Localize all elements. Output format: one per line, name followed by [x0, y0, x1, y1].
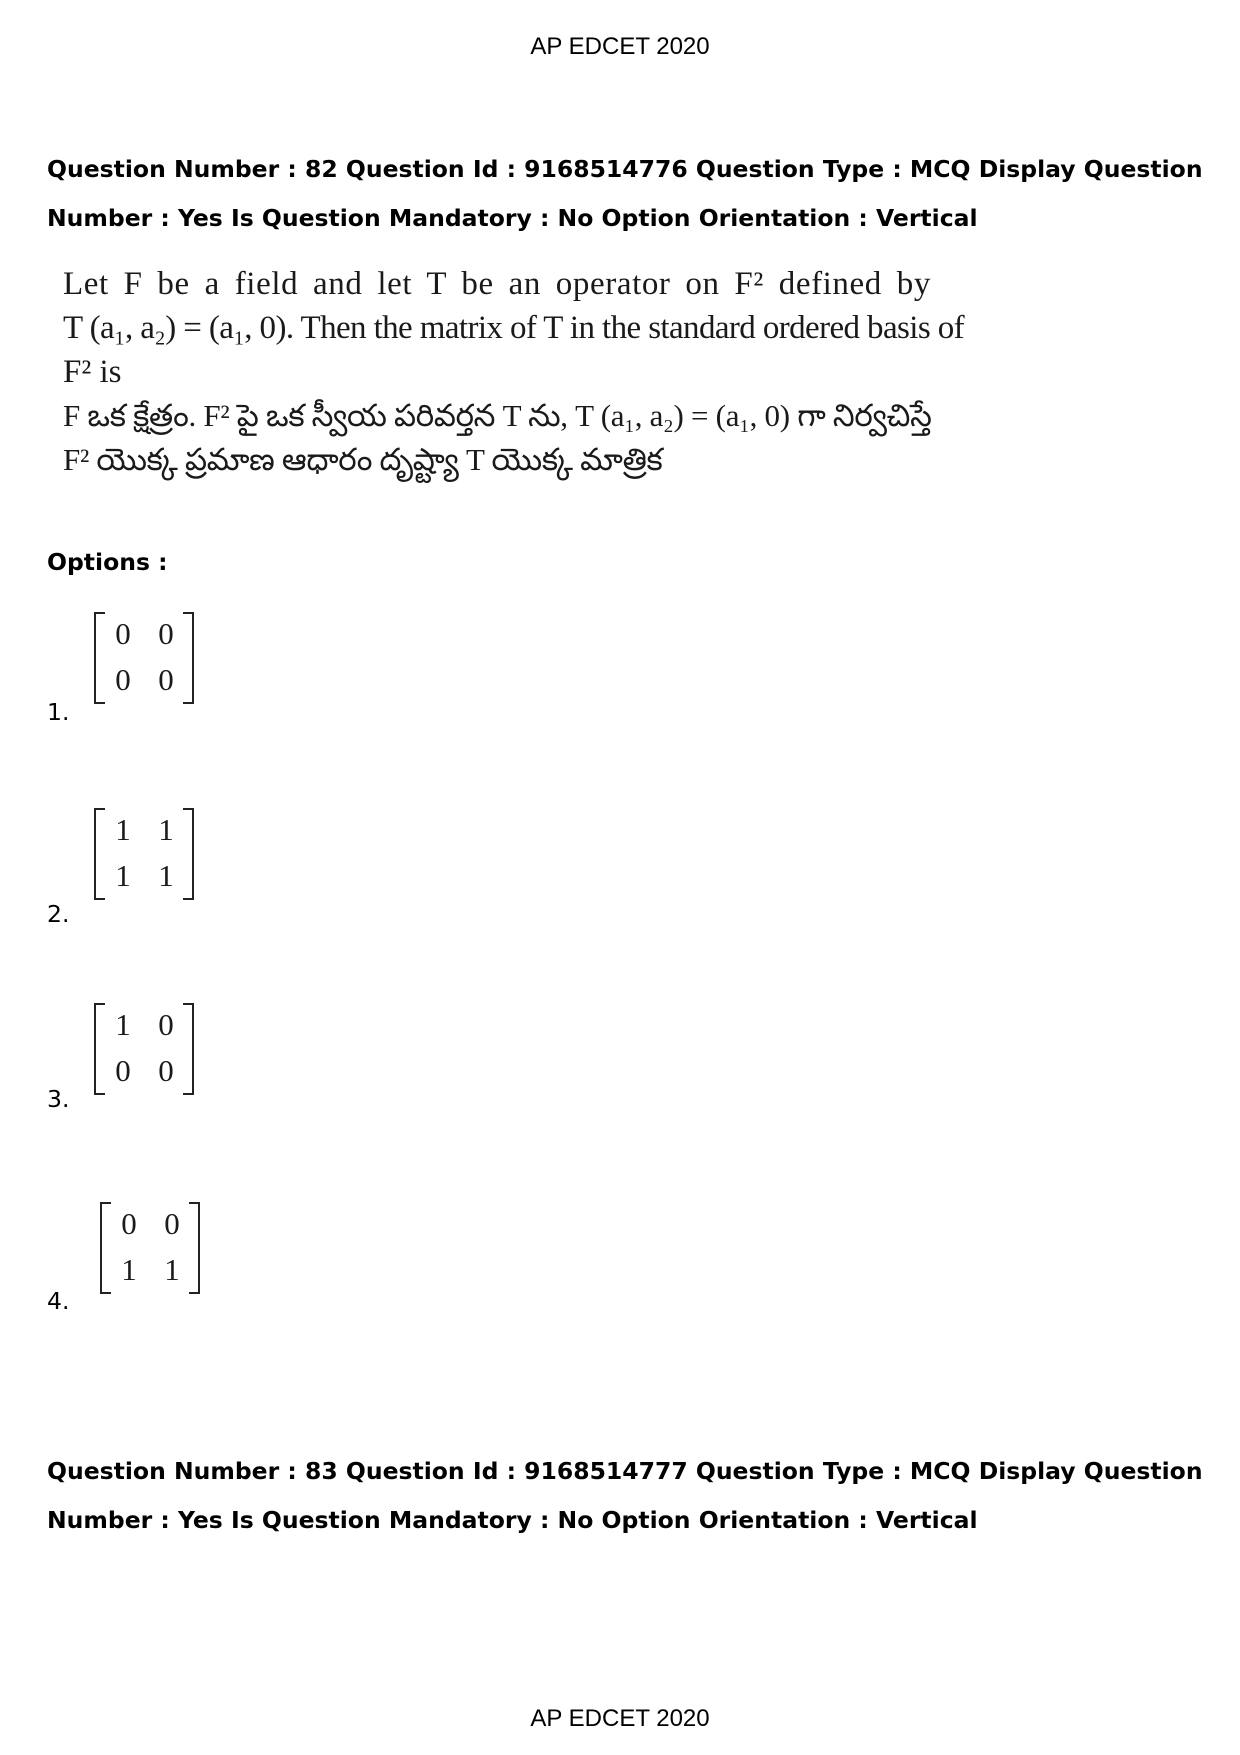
matrix-cell: 1 — [115, 1007, 131, 1042]
matrix-cell: 0 — [158, 616, 174, 651]
question-text-english-line-2: T (a₁, a₂) = (a₁, 0). Then the matrix of T in the standard ordered basis of — [63, 310, 964, 346]
matrix-cell: 1 — [164, 1252, 180, 1287]
question-83-meta-line-2: Number : Yes Is Question Mandatory : No Option Orientation : Vertical — [47, 1506, 978, 1534]
question-text-english-line-1: Let F be a field and let T be an operator on F² defined by — [63, 266, 931, 302]
question-82-meta-line-2: Number : Yes Is Question Mandatory : No Option Orientation : Vertical — [47, 204, 978, 232]
question-82-meta — [47, 145, 1207, 243]
option-2-number: 2. — [47, 900, 70, 928]
question-83-meta — [47, 1447, 1207, 1545]
option-1-matrix — [94, 612, 194, 704]
matrix-cell: 1 — [115, 812, 131, 847]
matrix-cell: 1 — [158, 858, 174, 893]
matrix-cell: 0 — [164, 1206, 180, 1241]
right-bracket — [183, 808, 194, 900]
option-3-matrix — [94, 1003, 194, 1095]
page-header: AP EDCET 2020 — [530, 33, 710, 60]
question-83-meta-line-1: Question Number : 83 Question Id : 9168514777 Question Type : MCQ Display Question — [47, 1457, 1203, 1485]
right-bracket — [183, 612, 194, 704]
options-label: Options : — [47, 548, 168, 576]
option-2-matrix — [94, 808, 194, 900]
question-text-telugu-line-2: F² యొక్క ప్రమాణ ఆధారం దృష్ట్యా T యొక్క మాత్రిక — [63, 442, 663, 477]
option-4-matrix — [100, 1202, 200, 1294]
option-1-number: 1. — [47, 698, 70, 726]
left-bracket — [94, 612, 105, 704]
right-bracket — [189, 1202, 200, 1294]
option-3-number: 3. — [47, 1085, 70, 1113]
option-4-number: 4. — [47, 1287, 70, 1315]
matrix-cell: 0 — [115, 616, 131, 651]
matrix-cell: 0 — [115, 662, 131, 697]
matrix-cell: 0 — [115, 1053, 131, 1088]
matrix-cell: 0 — [121, 1206, 137, 1241]
matrix-cell: 1 — [158, 812, 174, 847]
question-82-meta-line-1: Question Number : 82 Question Id : 9168514776 Question Type : MCQ Display Question — [47, 155, 1203, 183]
left-bracket — [94, 808, 105, 900]
matrix-cell: 0 — [158, 662, 174, 697]
matrix-cell: 1 — [115, 858, 131, 893]
matrix-cell: 0 — [158, 1053, 174, 1088]
question-text-english-line-3: F² is — [63, 354, 122, 390]
matrix-cell: 1 — [121, 1252, 137, 1287]
page-footer: AP EDCET 2020 — [530, 1705, 710, 1732]
left-bracket — [94, 1003, 105, 1095]
matrix-cell: 0 — [158, 1007, 174, 1042]
left-bracket — [100, 1202, 111, 1294]
question-text-telugu-line-1: F ఒక క్షేత్రం. F² పై ఒక స్వీయ పరివర్తన T ను, T (a₁, a₂) = (a₁, 0) గా నిర్వచిస్తే — [63, 398, 932, 433]
right-bracket — [183, 1003, 194, 1095]
question-82-text — [63, 262, 964, 482]
